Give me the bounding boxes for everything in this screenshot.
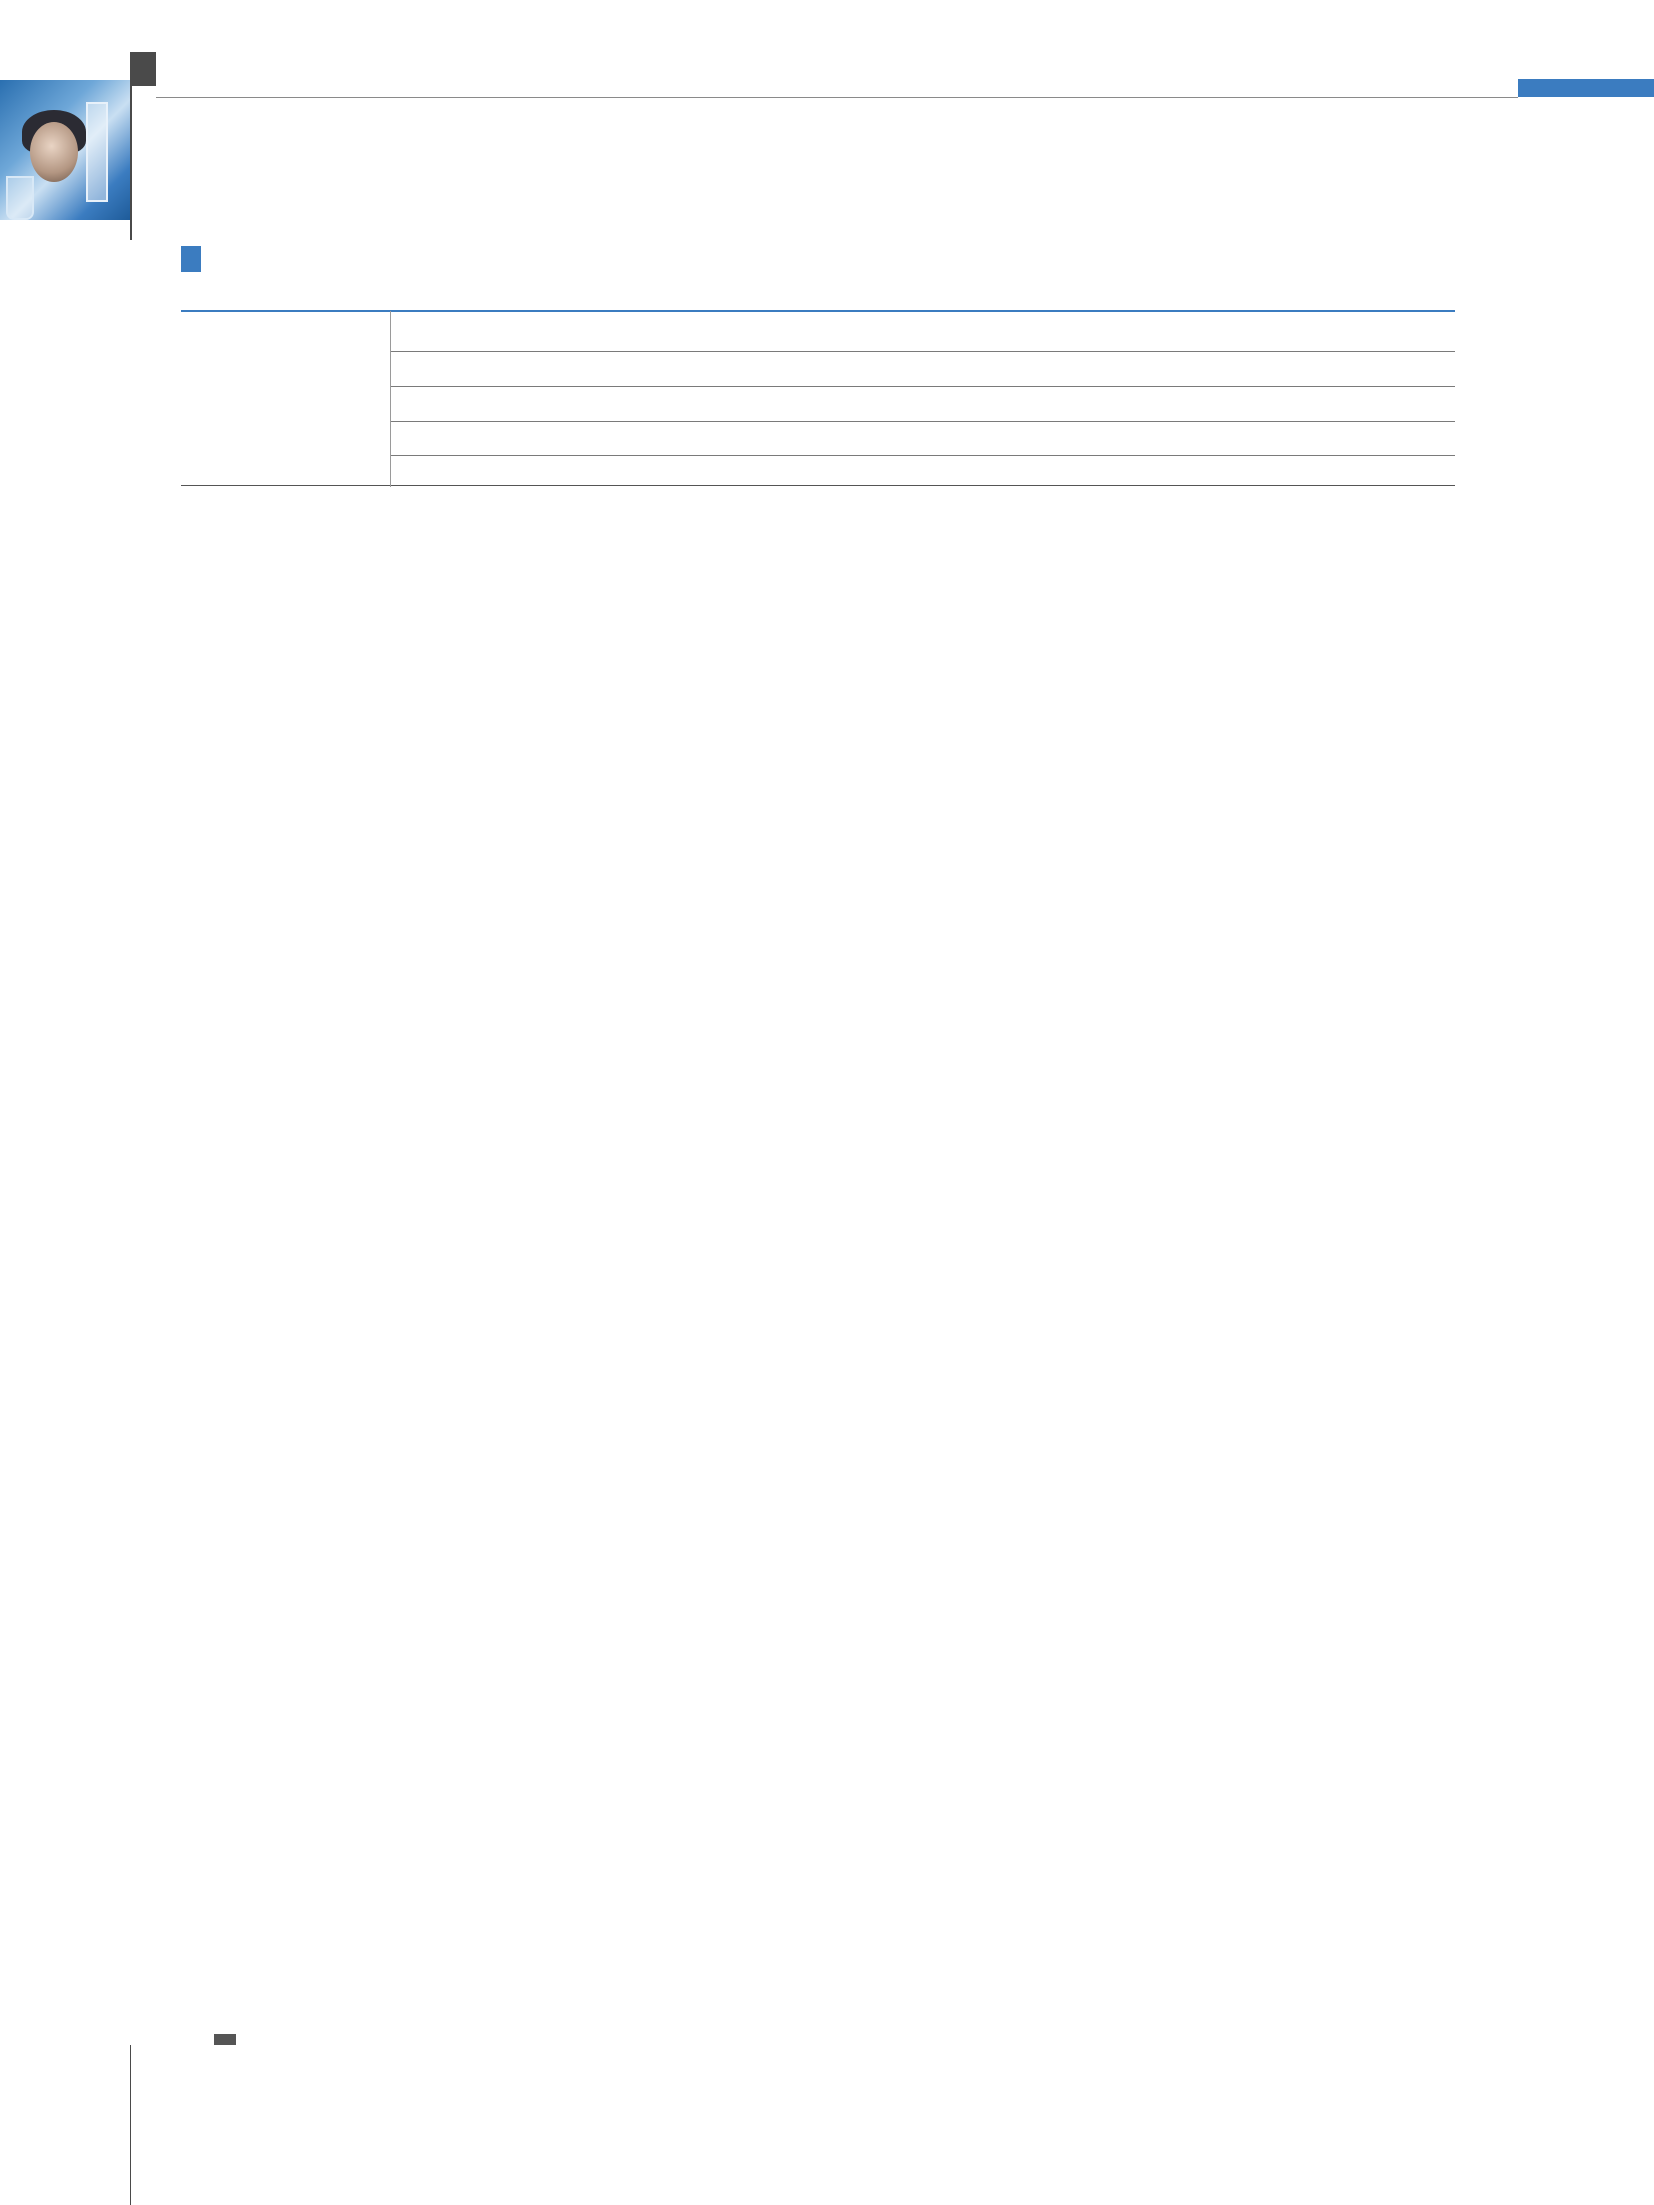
header-left-rule (390, 311, 391, 487)
header-photo (0, 80, 132, 220)
footer-text (137, 2110, 157, 2130)
photo-face (30, 122, 78, 182)
table-id-badge (181, 246, 201, 272)
annex-bar (156, 79, 1518, 98)
header-rule-2 (390, 386, 1455, 387)
title-rule (181, 310, 1455, 312)
header-rule-5 (181, 485, 1455, 486)
header-rule-3 (390, 421, 1455, 422)
header-vertical-rule (130, 86, 132, 240)
header-rule-4 (390, 455, 1455, 456)
footer-vertical-rule (130, 2045, 131, 2205)
header-dark-tab (130, 52, 156, 86)
header-rule-1 (390, 351, 1455, 352)
photo-beaker (6, 176, 34, 220)
statlink-icon (214, 2034, 236, 2045)
statlink (208, 2030, 242, 2047)
annex-blue-tab (1518, 79, 1654, 97)
photo-test-tube (86, 102, 108, 202)
